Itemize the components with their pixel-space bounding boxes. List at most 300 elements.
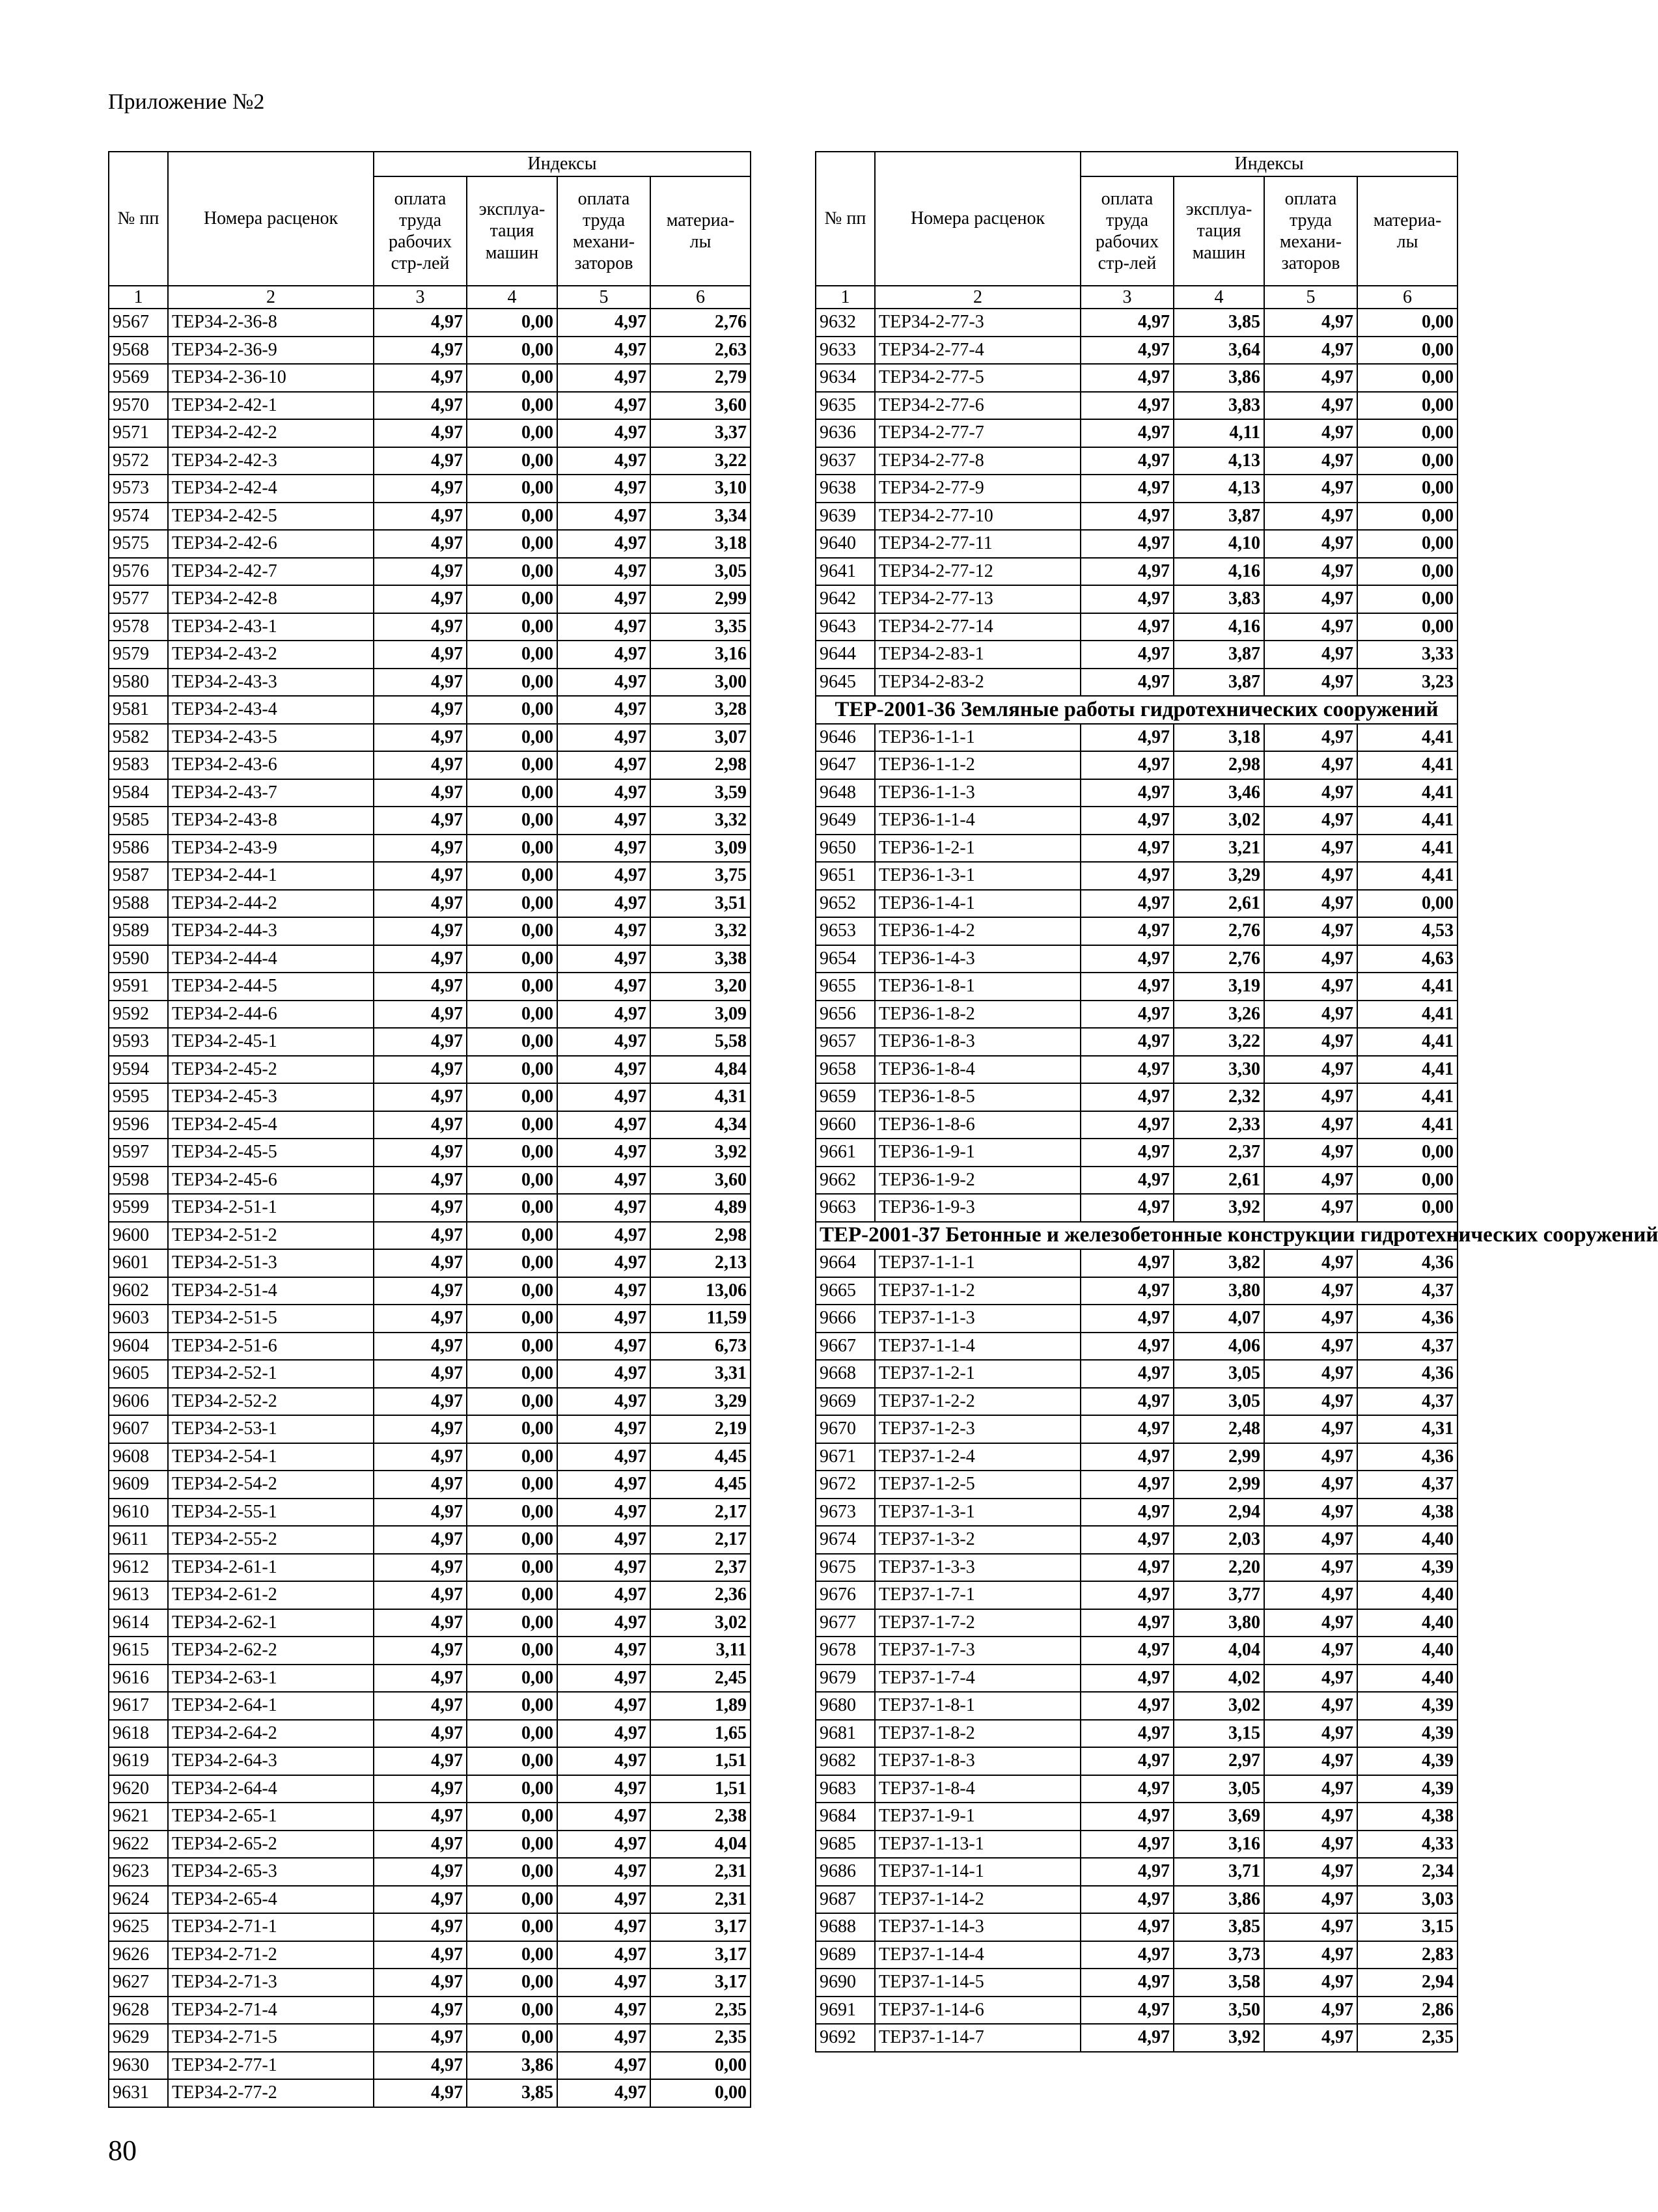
rate-code: ТЕР34-2-65-2 [168, 1831, 374, 1859]
materials-index: 5,58 [650, 1028, 751, 1056]
materials-index: 0,00 [1357, 1167, 1458, 1195]
rate-code: ТЕР37-1-7-3 [875, 1637, 1081, 1665]
row-number: 9616 [109, 1665, 168, 1693]
operators-index: 4,97 [557, 1056, 650, 1084]
materials-index: 0,00 [1357, 558, 1458, 586]
table-row [109, 2052, 751, 2080]
rate-code: ТЕР34-2-71-4 [168, 1997, 374, 2025]
operators-index: 4,97 [1264, 917, 1357, 945]
col-header-code: Номера расценок [168, 152, 374, 286]
labor-index: 4,97 [1081, 1056, 1174, 1084]
row-number: 9577 [109, 585, 168, 613]
table-row [816, 1277, 1458, 1305]
labor-index: 4,97 [374, 1858, 467, 1886]
table-row [816, 751, 1458, 779]
labor-index: 4,97 [374, 1997, 467, 2025]
table-row [816, 1775, 1458, 1803]
row-number: 9611 [109, 1526, 168, 1554]
operators-index: 4,97 [557, 1360, 650, 1388]
labor-index: 4,97 [1081, 1028, 1174, 1056]
table-row [109, 558, 751, 586]
operators-index: 4,97 [557, 1886, 650, 1914]
machines-index: 2,33 [1174, 1111, 1264, 1139]
table-row [816, 503, 1458, 531]
labor-index: 4,97 [1081, 1333, 1174, 1361]
operators-index: 4,97 [557, 1803, 650, 1831]
row-number: 9669 [816, 1388, 875, 1416]
materials-index: 11,59 [650, 1305, 751, 1333]
materials-index: 4,41 [1357, 973, 1458, 1001]
labor-index: 4,97 [374, 1886, 467, 1914]
operators-index: 4,97 [1264, 1305, 1357, 1333]
materials-index: 3,29 [650, 1388, 751, 1416]
machines-index: 2,48 [1174, 1415, 1264, 1443]
operators-index: 4,97 [1264, 945, 1357, 973]
operators-index: 4,97 [1264, 1609, 1357, 1637]
operators-index: 4,97 [557, 1471, 650, 1499]
materials-index: 0,00 [1357, 309, 1458, 337]
col-header-indices: Индексы [374, 152, 751, 176]
machines-index: 0,00 [467, 1886, 557, 1914]
rate-code: ТЕР36-1-1-1 [875, 724, 1081, 752]
table-row [109, 890, 751, 918]
table-row [816, 364, 1458, 392]
rate-code: ТЕР37-1-2-2 [875, 1388, 1081, 1416]
machines-index: 2,99 [1174, 1471, 1264, 1499]
materials-index: 2,37 [650, 1554, 751, 1582]
labor-index: 4,97 [374, 1415, 467, 1443]
materials-index: 4,41 [1357, 835, 1458, 863]
row-number: 9647 [816, 751, 875, 779]
operators-index: 4,97 [1264, 1028, 1357, 1056]
machines-index: 2,61 [1174, 890, 1264, 918]
rate-code: ТЕР34-2-42-6 [168, 530, 374, 558]
rate-code: ТЕР34-2-77-7 [875, 419, 1081, 447]
operators-index: 4,97 [1264, 1249, 1357, 1277]
machines-index: 3,73 [1174, 1941, 1264, 1969]
rate-code: ТЕР34-2-77-4 [875, 337, 1081, 365]
operators-index: 4,97 [1264, 1554, 1357, 1582]
machines-index: 3,87 [1174, 669, 1264, 697]
machines-index: 3,80 [1174, 1277, 1264, 1305]
row-number: 9589 [109, 917, 168, 945]
machines-index: 0,00 [467, 1167, 557, 1195]
labor-index: 4,97 [1081, 862, 1174, 890]
labor-index: 4,97 [374, 1305, 467, 1333]
row-number: 9575 [109, 530, 168, 558]
labor-index: 4,97 [374, 1056, 467, 1084]
table-row [816, 1360, 1458, 1388]
rate-code: ТЕР34-2-51-3 [168, 1249, 374, 1277]
materials-index: 2,34 [1357, 1858, 1458, 1886]
rate-code: ТЕР34-2-44-2 [168, 890, 374, 918]
materials-index: 3,10 [650, 475, 751, 503]
machines-index: 3,22 [1174, 1028, 1264, 1056]
machines-index: 0,00 [467, 1831, 557, 1859]
row-number: 9655 [816, 973, 875, 1001]
operators-index: 4,97 [1264, 447, 1357, 475]
rate-code: ТЕР34-2-42-1 [168, 392, 374, 420]
materials-index: 13,06 [650, 1277, 751, 1305]
rate-code: ТЕР36-1-8-6 [875, 1111, 1081, 1139]
row-number: 9665 [816, 1277, 875, 1305]
row-number: 9585 [109, 807, 168, 835]
row-number: 9608 [109, 1443, 168, 1471]
table-row [109, 2079, 751, 2107]
row-number: 9618 [109, 1720, 168, 1748]
row-number: 9606 [109, 1388, 168, 1416]
row-number: 9621 [109, 1803, 168, 1831]
labor-index: 4,97 [374, 364, 467, 392]
machines-index: 3,05 [1174, 1360, 1264, 1388]
materials-index: 1,51 [650, 1747, 751, 1775]
col-number: 1 [109, 286, 168, 309]
table-row [109, 696, 751, 724]
row-number: 9598 [109, 1167, 168, 1195]
table-row [816, 337, 1458, 365]
materials-index: 4,39 [1357, 1692, 1458, 1720]
rate-code: ТЕР34-2-77-11 [875, 530, 1081, 558]
row-number: 9676 [816, 1581, 875, 1609]
rate-code: ТЕР34-2-42-5 [168, 503, 374, 531]
table-row [816, 1554, 1458, 1582]
rate-code: ТЕР36-1-8-2 [875, 1001, 1081, 1029]
rate-code: ТЕР34-2-42-3 [168, 447, 374, 475]
labor-index: 4,97 [374, 1028, 467, 1056]
col-header-indices: Индексы [1081, 152, 1458, 176]
machines-index: 2,37 [1174, 1139, 1264, 1167]
labor-index: 4,97 [374, 447, 467, 475]
operators-index: 4,97 [557, 641, 650, 669]
table-row [816, 1831, 1458, 1859]
row-number: 9660 [816, 1111, 875, 1139]
table-row [816, 1415, 1458, 1443]
row-number: 9599 [109, 1194, 168, 1222]
rate-code: ТЕР34-2-42-2 [168, 419, 374, 447]
machines-index: 2,94 [1174, 1499, 1264, 1527]
machines-index: 0,00 [467, 1194, 557, 1222]
table-row [109, 503, 751, 531]
rate-code: ТЕР34-2-52-1 [168, 1360, 374, 1388]
labor-index: 4,97 [1081, 337, 1174, 365]
labor-index: 4,97 [374, 1083, 467, 1111]
col-number: 2 [875, 286, 1081, 309]
rate-code: ТЕР34-2-51-5 [168, 1305, 374, 1333]
table-row [109, 1969, 751, 1997]
table-row [816, 1803, 1458, 1831]
table-row [109, 1747, 751, 1775]
operators-index: 4,97 [1264, 1443, 1357, 1471]
rate-code: ТЕР34-2-51-6 [168, 1333, 374, 1361]
table-row [109, 1222, 751, 1250]
operators-index: 4,97 [1264, 1415, 1357, 1443]
machines-index: 4,11 [1174, 419, 1264, 447]
table-row [109, 1083, 751, 1111]
col-header-labor: оплата труда рабочих стр-лей [374, 176, 467, 286]
operators-index: 4,97 [1264, 1499, 1357, 1527]
machines-index: 2,20 [1174, 1554, 1264, 1582]
rate-code: ТЕР34-2-62-2 [168, 1637, 374, 1665]
rate-code: ТЕР34-2-77-14 [875, 613, 1081, 641]
machines-index: 0,00 [467, 751, 557, 779]
machines-index: 3,77 [1174, 1581, 1264, 1609]
machines-index: 0,00 [467, 1305, 557, 1333]
operators-index: 4,97 [557, 1305, 650, 1333]
row-number: 9604 [109, 1333, 168, 1361]
rate-code: ТЕР34-2-43-1 [168, 613, 374, 641]
rate-code: ТЕР34-2-77-8 [875, 447, 1081, 475]
table-row [109, 475, 751, 503]
labor-index: 4,97 [1081, 392, 1174, 420]
labor-index: 4,97 [374, 1194, 467, 1222]
table-row [109, 1803, 751, 1831]
table-row [816, 2024, 1458, 2052]
row-number: 9674 [816, 1526, 875, 1554]
table-row [816, 1443, 1458, 1471]
materials-index: 0,00 [1357, 475, 1458, 503]
operators-index: 4,97 [557, 1194, 650, 1222]
materials-index: 2,38 [650, 1803, 751, 1831]
row-number: 9670 [816, 1415, 875, 1443]
materials-index: 0,00 [1357, 337, 1458, 365]
rate-code: ТЕР34-2-42-8 [168, 585, 374, 613]
row-number: 9690 [816, 1969, 875, 1997]
machines-index: 0,00 [467, 558, 557, 586]
table-row [816, 1333, 1458, 1361]
operators-index: 4,97 [1264, 1886, 1357, 1914]
operators-index: 4,97 [557, 1858, 650, 1886]
table-row [109, 669, 751, 697]
table-row [816, 1139, 1458, 1167]
table-row [816, 613, 1458, 641]
row-number: 9689 [816, 1941, 875, 1969]
rate-code: ТЕР34-2-51-4 [168, 1277, 374, 1305]
row-number: 9617 [109, 1692, 168, 1720]
table-row [109, 1249, 751, 1277]
col-number: 6 [1357, 286, 1458, 309]
operators-index: 4,97 [557, 364, 650, 392]
labor-index: 4,97 [374, 890, 467, 918]
labor-index: 4,97 [1081, 1111, 1174, 1139]
rate-code: ТЕР34-2-64-4 [168, 1775, 374, 1803]
materials-index: 3,11 [650, 1637, 751, 1665]
table-row [109, 1637, 751, 1665]
materials-index: 3,17 [650, 1913, 751, 1941]
rate-code: ТЕР34-2-77-10 [875, 503, 1081, 531]
operators-index: 4,97 [1264, 309, 1357, 337]
table-row [109, 1388, 751, 1416]
operators-index: 4,97 [1264, 1388, 1357, 1416]
row-number: 9656 [816, 1001, 875, 1029]
operators-index: 4,97 [557, 835, 650, 863]
materials-index: 0,00 [1357, 447, 1458, 475]
page-number: 80 [108, 2135, 137, 2166]
rate-code: ТЕР37-1-14-3 [875, 1913, 1081, 1941]
machines-index: 2,76 [1174, 917, 1264, 945]
row-number: 9648 [816, 779, 875, 807]
materials-index: 0,00 [1357, 392, 1458, 420]
materials-index: 2,17 [650, 1526, 751, 1554]
operators-index: 4,97 [1264, 1665, 1357, 1693]
rate-code: ТЕР34-2-71-1 [168, 1913, 374, 1941]
labor-index: 4,97 [1081, 1858, 1174, 1886]
section-header-row [816, 1222, 1458, 1250]
rate-code: ТЕР37-1-8-3 [875, 1747, 1081, 1775]
operators-index: 4,97 [557, 724, 650, 752]
rate-code: ТЕР34-2-51-1 [168, 1194, 374, 1222]
machines-index: 0,00 [467, 1803, 557, 1831]
row-number: 9605 [109, 1360, 168, 1388]
rate-code: ТЕР34-2-71-2 [168, 1941, 374, 1969]
table-row [816, 419, 1458, 447]
machines-index: 0,00 [467, 475, 557, 503]
table-row [109, 1333, 751, 1361]
machines-index: 4,13 [1174, 475, 1264, 503]
row-number: 9595 [109, 1083, 168, 1111]
table-row [816, 807, 1458, 835]
machines-index: 3,80 [1174, 1609, 1264, 1637]
operators-index: 4,97 [557, 1997, 650, 2025]
operators-index: 4,97 [1264, 1471, 1357, 1499]
materials-index: 3,22 [650, 447, 751, 475]
materials-index: 3,05 [650, 558, 751, 586]
row-number: 9675 [816, 1554, 875, 1582]
row-number: 9567 [109, 309, 168, 337]
machines-index: 3,26 [1174, 1001, 1264, 1029]
col-header-labor: оплата труда рабочих стр-лей [1081, 176, 1174, 286]
labor-index: 4,97 [1081, 558, 1174, 586]
table-row [816, 724, 1458, 752]
row-number: 9619 [109, 1747, 168, 1775]
table-row [816, 1747, 1458, 1775]
machines-index: 2,03 [1174, 1526, 1264, 1554]
operators-index: 4,97 [557, 862, 650, 890]
table-row [109, 1415, 751, 1443]
row-number: 9609 [109, 1471, 168, 1499]
machines-index: 0,00 [467, 1526, 557, 1554]
labor-index: 4,97 [1081, 779, 1174, 807]
section-header-row [816, 696, 1458, 724]
rate-code: ТЕР36-1-3-1 [875, 862, 1081, 890]
materials-index: 0,00 [1357, 419, 1458, 447]
row-number: 9580 [109, 669, 168, 697]
table-row [109, 585, 751, 613]
row-number: 9684 [816, 1803, 875, 1831]
labor-index: 4,97 [374, 1333, 467, 1361]
rate-code: ТЕР36-1-4-2 [875, 917, 1081, 945]
row-number: 9673 [816, 1499, 875, 1527]
labor-index: 4,97 [1081, 447, 1174, 475]
labor-index: 4,97 [374, 807, 467, 835]
machines-index: 3,85 [467, 2079, 557, 2107]
machines-index: 0,00 [467, 530, 557, 558]
materials-index: 4,40 [1357, 1637, 1458, 1665]
operators-index: 4,97 [1264, 1277, 1357, 1305]
table-row [109, 1609, 751, 1637]
rate-code: ТЕР34-2-83-1 [875, 641, 1081, 669]
table-row [109, 862, 751, 890]
labor-index: 4,97 [374, 1554, 467, 1582]
section-title: ТЕР-2001-37 Бетонные и железобетонные конструкции гидротехнических сооружений [816, 1222, 1458, 1250]
table-row [816, 890, 1458, 918]
operators-index: 4,97 [557, 337, 650, 365]
machines-index: 3,05 [1174, 1388, 1264, 1416]
rate-code: ТЕР37-1-7-2 [875, 1609, 1081, 1637]
table-row [816, 835, 1458, 863]
row-number: 9678 [816, 1637, 875, 1665]
row-number: 9662 [816, 1167, 875, 1195]
row-number: 9643 [816, 613, 875, 641]
materials-index: 4,37 [1357, 1471, 1458, 1499]
table-row [816, 779, 1458, 807]
rate-code: ТЕР34-2-77-6 [875, 392, 1081, 420]
table-row [816, 558, 1458, 586]
machines-index: 3,92 [1174, 2024, 1264, 2052]
row-number: 9677 [816, 1609, 875, 1637]
rate-code: ТЕР34-2-55-2 [168, 1526, 374, 1554]
labor-index: 4,97 [1081, 724, 1174, 752]
table-row [816, 1249, 1458, 1277]
table-body-right [816, 309, 1658, 2052]
machines-index: 0,00 [467, 1969, 557, 1997]
table-row [109, 1277, 751, 1305]
row-number: 9641 [816, 558, 875, 586]
materials-index: 1,65 [650, 1720, 751, 1748]
rate-code: ТЕР34-2-65-1 [168, 1803, 374, 1831]
operators-index: 4,97 [557, 890, 650, 918]
materials-index: 2,98 [650, 751, 751, 779]
labor-index: 4,97 [374, 585, 467, 613]
rate-code: ТЕР34-2-45-5 [168, 1139, 374, 1167]
operators-index: 4,97 [1264, 1526, 1357, 1554]
operators-index: 4,97 [1264, 1360, 1357, 1388]
rate-code: ТЕР34-2-77-5 [875, 364, 1081, 392]
labor-index: 4,97 [1081, 1360, 1174, 1388]
labor-index: 4,97 [374, 751, 467, 779]
rate-code: ТЕР34-2-71-5 [168, 2024, 374, 2052]
rate-code: ТЕР34-2-45-2 [168, 1056, 374, 1084]
labor-index: 4,97 [1081, 1471, 1174, 1499]
row-number: 9597 [109, 1139, 168, 1167]
table-row [816, 1941, 1458, 1969]
machines-index: 0,00 [467, 1360, 557, 1388]
labor-index: 4,97 [374, 641, 467, 669]
operators-index: 4,97 [1264, 2024, 1357, 2052]
labor-index: 4,97 [374, 724, 467, 752]
rate-code: ТЕР34-2-55-1 [168, 1499, 374, 1527]
labor-index: 4,97 [374, 503, 467, 531]
operators-index: 4,97 [557, 917, 650, 945]
row-number: 9587 [109, 862, 168, 890]
row-number: 9581 [109, 696, 168, 724]
operators-index: 4,97 [557, 1222, 650, 1250]
table-row [816, 1305, 1458, 1333]
materials-index: 0,00 [650, 2052, 751, 2080]
materials-index: 4,36 [1357, 1249, 1458, 1277]
operators-index: 4,97 [557, 447, 650, 475]
row-number: 9682 [816, 1747, 875, 1775]
operators-index: 4,97 [1264, 392, 1357, 420]
rate-code: ТЕР34-2-62-1 [168, 1609, 374, 1637]
table-row [109, 419, 751, 447]
operators-index: 4,97 [1264, 1139, 1357, 1167]
materials-index: 0,00 [1357, 530, 1458, 558]
materials-index: 4,39 [1357, 1554, 1458, 1582]
machines-index: 3,86 [467, 2052, 557, 2080]
rate-code: ТЕР36-1-9-3 [875, 1194, 1081, 1222]
labor-index: 4,97 [374, 696, 467, 724]
table-row [109, 1167, 751, 1195]
